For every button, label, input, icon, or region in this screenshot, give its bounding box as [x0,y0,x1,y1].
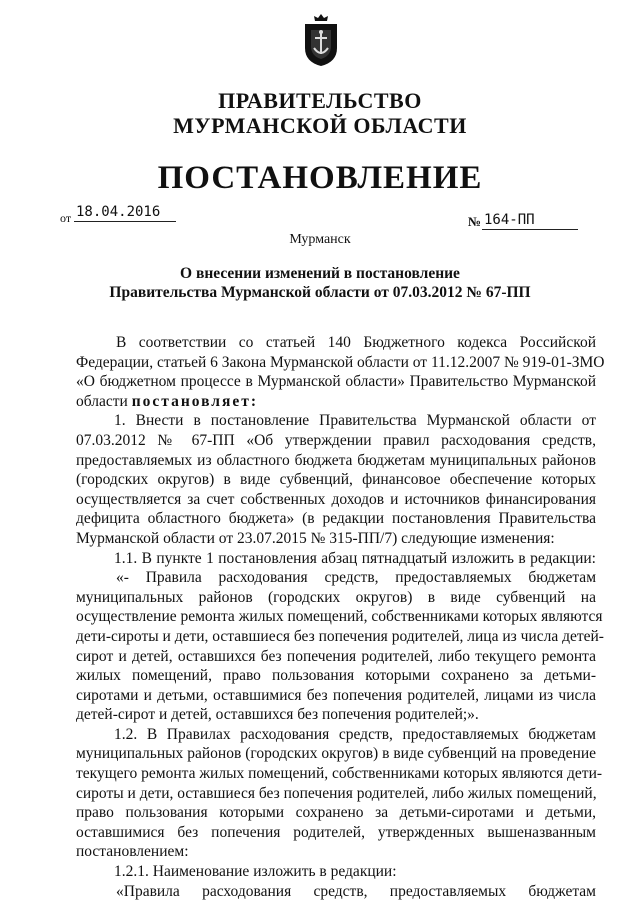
subject-line2: Правительства Мурманской области от 07.03.2012 № 67-ПП [109,284,531,301]
body-line: 1. Внести в постановление Правительства Мурманской области от [114,412,596,430]
coat-of-arms-icon [301,12,341,68]
decree-colon: : [250,392,257,410]
org-name-line2: МУРМАНСКОЙ ОБЛАСТИ [173,113,467,138]
date-prefix: от [60,211,72,225]
body-line: предоставляемых из областного бюджета бюджетам муниципальных районов [76,451,596,469]
body-line: «О бюджетном процессе в Мурманской области» Правительство Мурманской [76,373,596,391]
body-line: детей-сирот и детей, оставшихся без попечения родителей;». [76,706,479,724]
date-underline [74,221,176,222]
body-line: В соответствии со статьей 140 Бюджетного кодекса Российской [116,334,596,351]
body-line: жилых помещений, право пользования которыми сохранено за детьми- [76,667,596,685]
body-line: муниципальных районов (городских округов) в виде субвенций на проведение [76,745,596,763]
body-line: сироты и дети, оставшиеся без попечения родителей, либо жилых помещений, [76,784,597,802]
body-line: право пользования которыми сохранено за детьми-сиротами и детьми, [76,804,596,822]
body-line: (городских округов) в виде субвенций, финансовое обеспечение которых [76,471,596,489]
body-line: «- Правила расходования средств, предоставляемых бюджетам [116,569,596,587]
body-line: текущего ремонта жилых помещений, собственниками которых являются дети- [76,765,603,783]
org-name-line1: ПРАВИТЕЛЬСТВО [218,88,422,113]
body-line: сиротами и детьми, оставшимися без попечения родителей, лицами из числа [76,686,596,704]
body-line: 1.2. В Правилах расходования средств, предоставляемых бюджетам [114,725,596,743]
body-text: области [76,392,128,410]
number-prefix: № [468,214,482,229]
subject-line1: О внесении изменений в постановление [180,265,460,282]
body-line: дефицита областного бюджета» (в редакции постановления Правительства [76,510,596,528]
body-line: осуществление ремонта жилых помещений, собственниками которых являются [76,608,603,626]
body-line: 07.03.2012 № 67-ПП «Об утверждении правил расходования средств, [76,431,596,449]
body-line: дети-сироты и дети, оставшиеся без попечения родителей, лица из числа детей- [76,627,604,645]
document-body [76,333,605,901]
body-line: оставшимися без попечения родителей, утвержденных вышеназванным [76,823,596,841]
body-line: 1.1. В пункте 1 постановления абзац пятнадцатый изложить в редакции: [114,549,596,567]
body-line: сирот и детей, оставшихся без попечения родителей, либо текущего ремонта [76,647,596,665]
body-line-decree [76,392,596,412]
body-line: постановлением: [76,843,189,861]
decree-word: постановляет [131,392,251,410]
document-number: 164-ПП [484,212,535,228]
body-line: «Правила расходования средств, предоставляемых бюджетам [116,882,596,900]
city: Мурманск [289,232,351,247]
body-line: Мурманской области от 23.07.2015 № 315-ПП/7) следующие изменения: [76,529,555,547]
number-underline [482,229,578,230]
body-line: муниципальных районов (городских округов) в виде субвенций на [76,588,596,606]
body-line: осуществляется за счет собственных доходов и источников финансирования [76,490,596,508]
document-type-title: ПОСТАНОВЛЕНИЕ [157,160,483,196]
body-line: 1.2.1. Наименование изложить в редакции: [114,863,397,881]
body-line: Федерации, статьей 6 Закона Мурманской области от 11.12.2007 № 919-01-ЗМО [76,353,605,371]
document-date: 18.04.2016 [76,204,161,220]
